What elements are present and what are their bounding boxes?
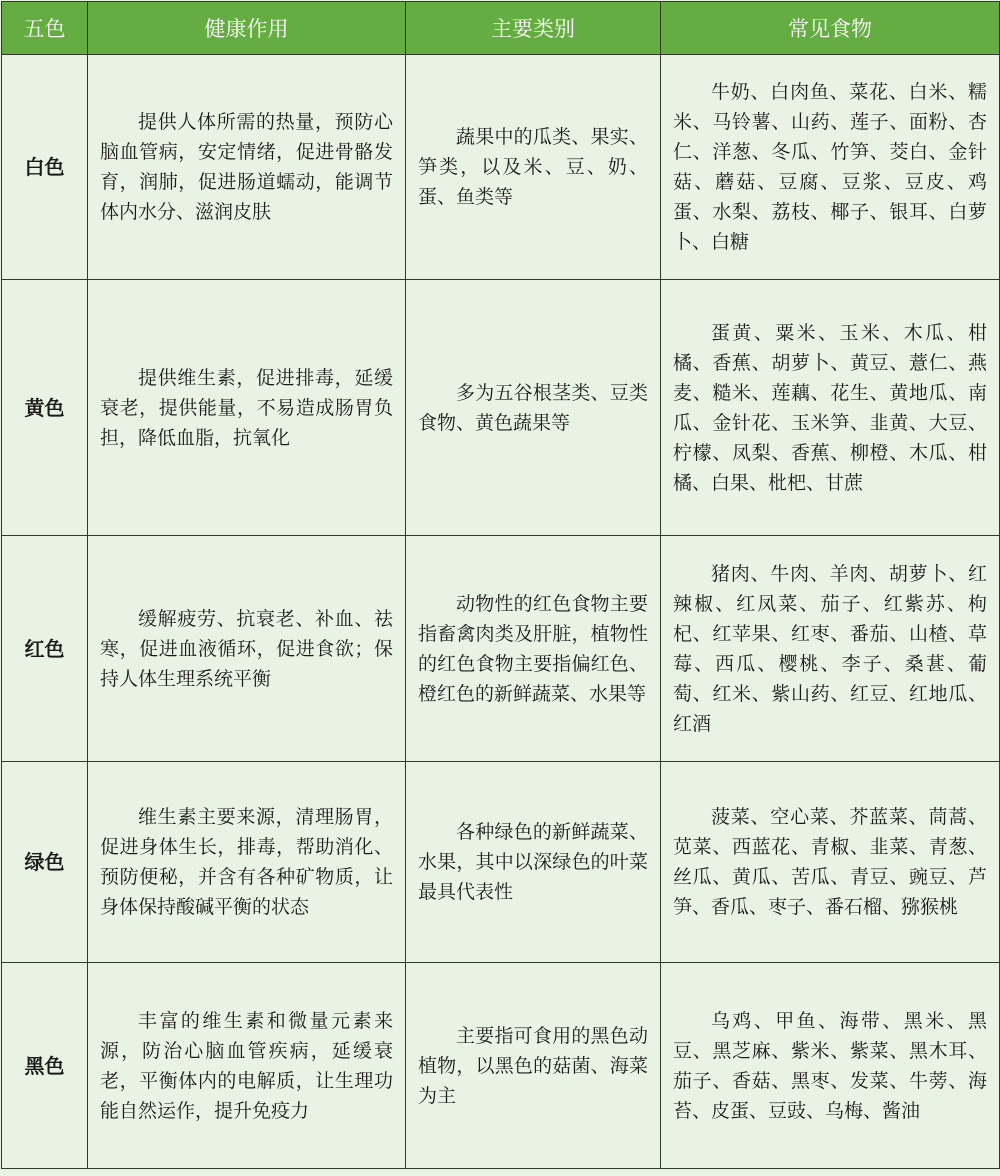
table-row [2,963,1000,1169]
foods-cell [661,762,1000,963]
health-effect-text: 提供维生素，促进排毒，延缓衰老，提供能量，不易造成肠胃负担，降低血脂，抗氧化 [100,366,393,449]
color-name: 红色 [2,536,88,762]
category-text: 各种绿色的新鲜蔬菜、水果，其中以深绿色的叶菜最具代表性 [418,821,648,903]
health-effect-cell [88,963,406,1169]
foods-text: 牛奶、白肉鱼、菜花、白米、糯米、马铃薯、山药、莲子、面粉、杏仁、洋葱、冬瓜、竹笋、茭白、金针菇、蘑菇、豆腐、豆浆、豆皮、鸡蛋、水梨、荔枝、椰子、银耳、白萝卜、白糖 [673,81,987,253]
health-effect-text: 维生素主要来源，清理肠胃，促进身体生长，排毒，帮助消化、预防便秘，并含有各种矿物质，让身体保持酸碱平衡的状态 [100,806,393,918]
color-name: 黑色 [2,963,88,1169]
header-main-category: 主要类别 [406,2,661,55]
category-cell [406,280,661,536]
foods-cell [661,55,1000,280]
category-cell [406,762,661,963]
foods-cell [661,536,1000,762]
foods-text: 猪肉、牛肉、羊肉、胡萝卜、红辣椒、红凤菜、茄子、红紫苏、枸杞、红苹果、红枣、番茄、山楂、草莓、西瓜、樱桃、李子、桑葚、葡萄、红米、紫山药、红豆、红地瓜、红酒 [673,562,987,735]
health-effect-text: 丰富的维生素和微量元素来源，防治心脑血管疾病，延缓衰老，平衡体内的电解质，让生理功能自然运作，提升免疫力 [100,1009,393,1122]
header-five-colors: 五色 [2,2,88,55]
foods-text: 菠菜、空心菜、芥蓝菜、茼蒿、苋菜、西蓝花、青椒、韭菜、青葱、丝瓜、黄瓜、苦瓜、青豆、豌豆、芦笋、香瓜、枣子、番石榴、猕猴桃 [673,806,987,918]
category-text: 主要指可食用的黑色动植物，以黑色的菇菌、海菜为主 [418,1024,648,1107]
health-effect-cell [88,55,406,280]
table-row [2,762,1000,963]
foods-text: 蛋黄、粟米、玉米、木瓜、柑橘、香蕉、胡萝卜、黄豆、薏仁、燕麦、糙米、莲藕、花生、黄地瓜、南瓜、金针花、玉米笋、韭黄、大豆、柠檬、凤梨、香蕉、柳橙、木瓜、柑橘、白果、枇杷、甘蔗 [673,321,987,494]
foods-cell [661,280,1000,536]
header-row [2,2,1000,55]
category-cell [406,536,661,762]
health-effect-cell [88,280,406,536]
table-row [2,55,1000,280]
category-text: 多为五谷根茎类、豆类食物、黄色蔬果等 [418,381,648,434]
category-cell [406,55,661,280]
category-cell [406,963,661,1169]
five-colors-table [1,1,1000,1169]
category-text: 动物性的红色食物主要指畜禽肉类及肝脏，植物性的红色食物主要指偏红色、橙红色的新鲜蔬菜、水果等 [418,592,648,705]
header-common-foods: 常见食物 [661,2,1000,55]
color-name: 绿色 [2,762,88,963]
header-health-effect: 健康作用 [88,2,406,55]
health-effect-cell [88,762,406,963]
table-row [2,280,1000,536]
health-effect-text: 提供人体所需的热量，预防心脑血管病，安定情绪，促进骨骼发育，润肺，促进肠道蠕动，能调节体内水分、滋润皮肤 [100,111,393,223]
table-row [2,536,1000,762]
color-name: 白色 [2,55,88,280]
category-text: 蔬果中的瓜类、果实、笋类，以及米、豆、奶、蛋、鱼类等 [418,126,648,208]
health-effect-text: 缓解疲劳、抗衰老、补血、祛寒，促进血液循环，促进食欲；保持人体生理系统平衡 [100,607,393,690]
color-name: 黄色 [2,280,88,536]
foods-cell [661,963,1000,1169]
foods-text: 乌鸡、甲鱼、海带、黑米、黑豆、黑芝麻、紫米、紫菜、黑木耳、茄子、香菇、黑枣、发菜、牛蒡、海苔、皮蛋、豆豉、乌梅、酱油 [673,1009,987,1122]
health-effect-cell [88,536,406,762]
